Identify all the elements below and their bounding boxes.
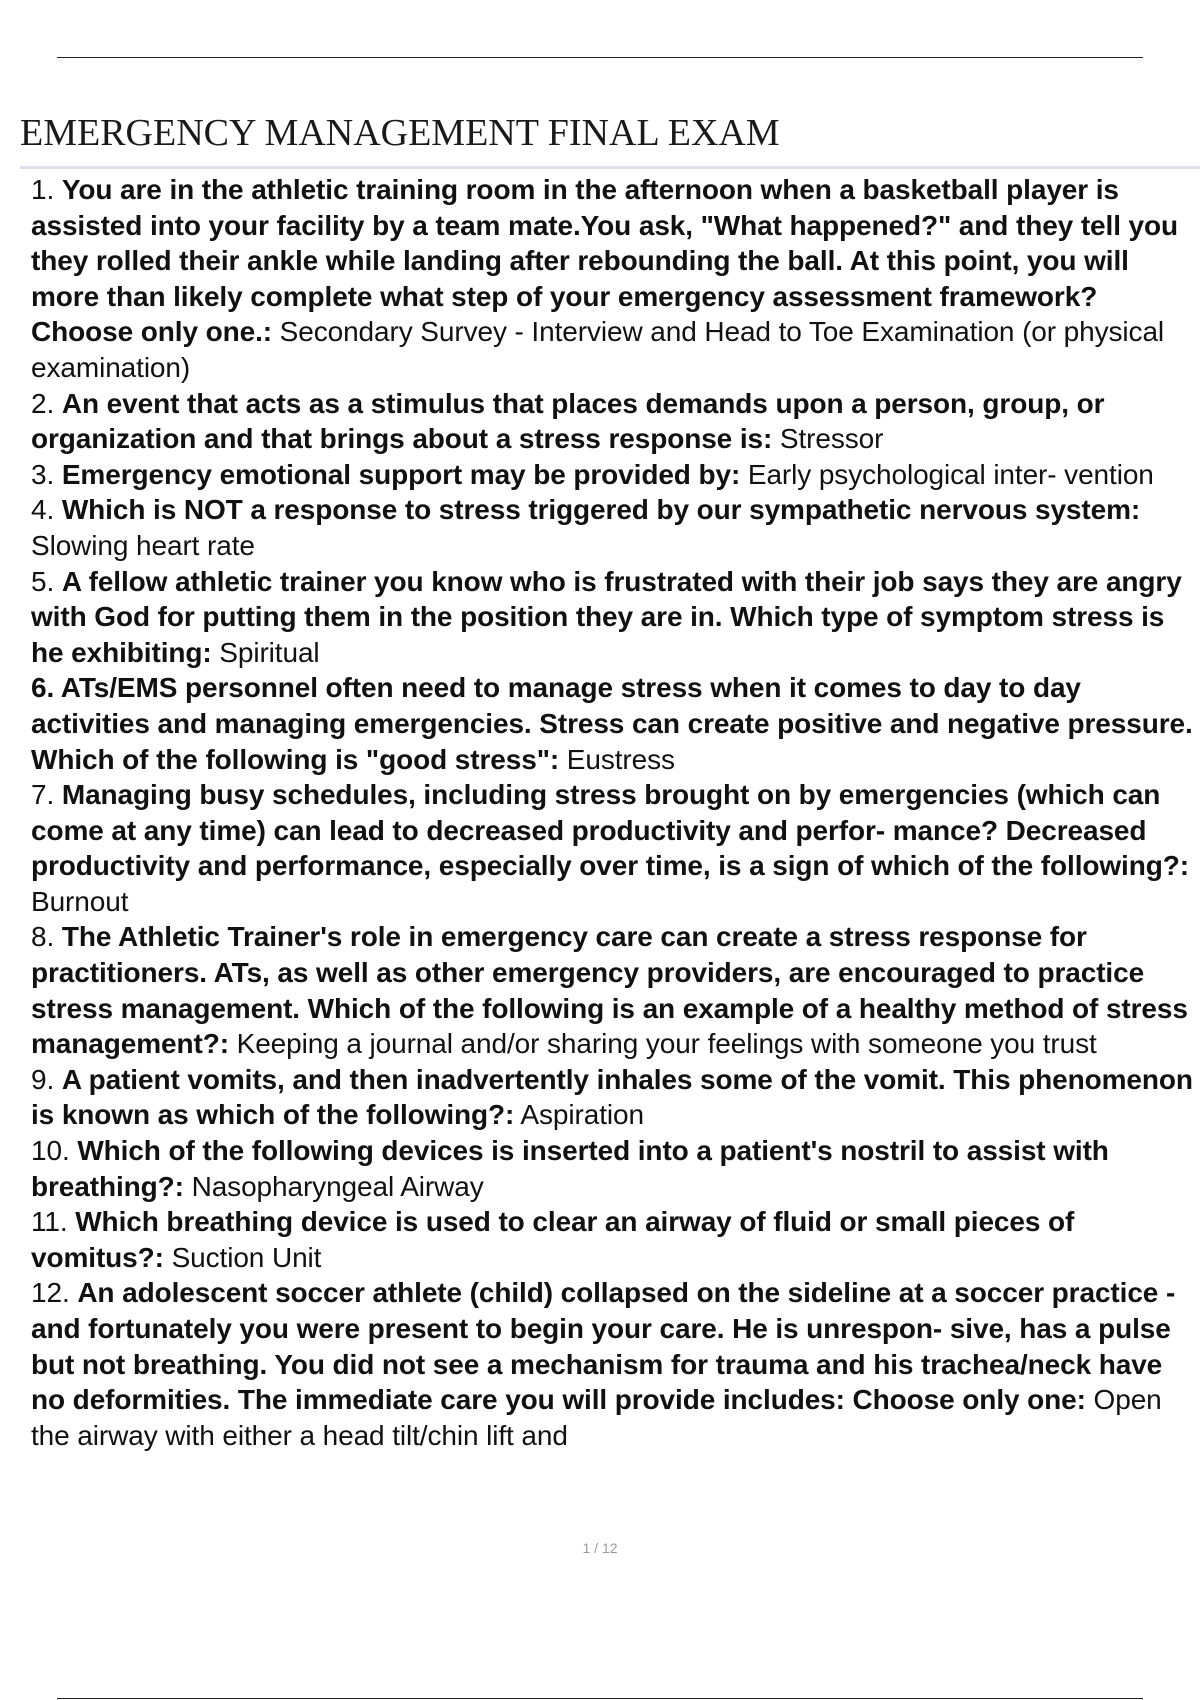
answer-text: Burnout <box>31 885 129 917</box>
page-indicator: 1 / 12 <box>582 1540 618 1556</box>
answer-text: Eustress <box>559 743 675 775</box>
question-text: Which breathing device is used to clear an airway of fluid or small pieces of vomitus?: <box>31 1206 1075 1273</box>
answer-text: Spiritual <box>211 636 320 668</box>
question-number: 5. <box>31 565 62 597</box>
answer-text: Stressor <box>772 423 884 455</box>
question-text: Which of the following devices is inserted into a patient's nostril to assist with breathing?: <box>31 1135 1109 1202</box>
question-number: 12. <box>31 1277 78 1309</box>
answer-text: Open the airway with either a head tilt/chin lift and <box>31 1384 1162 1451</box>
question-item-6 <box>31 670 1200 777</box>
question-number: 10. <box>31 1135 78 1167</box>
question-number: 8. <box>31 921 62 953</box>
answer-text: Aspiration <box>514 1099 644 1131</box>
question-item-8 <box>31 919 1200 1061</box>
question-number: 3. <box>31 458 62 490</box>
title-underline <box>20 166 1200 169</box>
question-item-7 <box>31 777 1200 919</box>
question-text: Which is NOT a response to stress triggered by our sympathetic nervous system: <box>61 494 1141 526</box>
question-text: Emergency emotional support may be provided by: <box>61 458 741 490</box>
question-list <box>31 172 1200 1453</box>
question-item-10 <box>31 1133 1200 1204</box>
question-text: You are in the athletic training room in the afternoon when a basketball player is assisted into your facility by a team mate.You ask, "What happened?" and they tell you they rolled their ankle while landing after rebounding the ball. At this point, you will more than likely complete what step of your emergency assessment framework? Choose only one.: <box>31 174 1179 348</box>
question-item-4 <box>31 492 1200 563</box>
question-text: A fellow athletic trainer you know who is frustrated with their job says they are angry with God for putting them in the position they are in. Which type of symptom stress is he exhibiting: <box>31 565 1182 668</box>
question-item-5 <box>31 564 1200 671</box>
header-rule <box>57 57 1143 58</box>
answer-text: Nasopharyngeal Airway <box>183 1170 484 1202</box>
answer-text: Slowing heart rate <box>31 529 255 561</box>
question-text: An event that acts as a stimulus that places demands upon a person, group, or organization and that brings about a stress response is: <box>31 387 1105 455</box>
question-text: The Athletic Trainer's role in emergency care can create a stress response for practitioners. ATs, as well as other emergency providers, are encouraged to practice stress management. Which of the following is an example of a healthy method of stress management?: <box>31 921 1188 1060</box>
question-number: 1. <box>31 174 62 205</box>
question-text: An adolescent soccer athlete (child) collapsed on the sideline at a soccer practice - and fortunately you were present to begin your care. He is unrespon- sive, has a pulse but not breathing. You did not see a mechanism for trauma and his trachea/neck have no deformities. The immediate care you will provide includes: Choose only one: <box>31 1277 1176 1416</box>
answer-text: Secondary Survey - Interview and Head to Toe Examination (or physical examination) <box>31 316 1165 383</box>
question-text: A patient vomits, and then inadvertently inhales some of the vomit. This phenomenon is known as which of the following?: <box>31 1063 1193 1131</box>
footer-rule <box>57 1698 1143 1699</box>
question-item-3 <box>31 457 1200 493</box>
question-text: ATs/EMS personnel often need to manage stress when it comes to day to day activities and managing emergencies. Stress can create positive and negative pressure. Which of the following is "good stress": <box>31 672 1193 775</box>
question-item-9 <box>31 1062 1200 1133</box>
question-item-1 <box>31 172 1200 386</box>
answer-text: Suction Unit <box>163 1241 322 1273</box>
question-number: 2. <box>31 387 62 419</box>
answer-text: Keeping a journal and/or sharing your feelings with someone you trust <box>228 1028 1097 1060</box>
answer-text: Early psychological inter- vention <box>740 458 1154 490</box>
question-item-12 <box>31 1275 1200 1453</box>
question-number: 7. <box>31 779 62 811</box>
question-number: 6. <box>31 672 61 704</box>
question-text: Managing busy schedules, including stress brought on by emergencies (which can come at any time) can lead to decreased productivity and perfor- mance? Decreased productivity and performance, especially over time, is a sign of which of the following?: <box>31 779 1189 882</box>
question-number: 4. <box>31 494 62 526</box>
document-title: EMERGENCY MANAGEMENT FINAL EXAM <box>20 112 780 154</box>
question-item-2 <box>31 386 1200 457</box>
question-number: 9. <box>31 1063 62 1095</box>
question-item-11 <box>31 1204 1200 1275</box>
question-number: 11. <box>31 1206 76 1238</box>
